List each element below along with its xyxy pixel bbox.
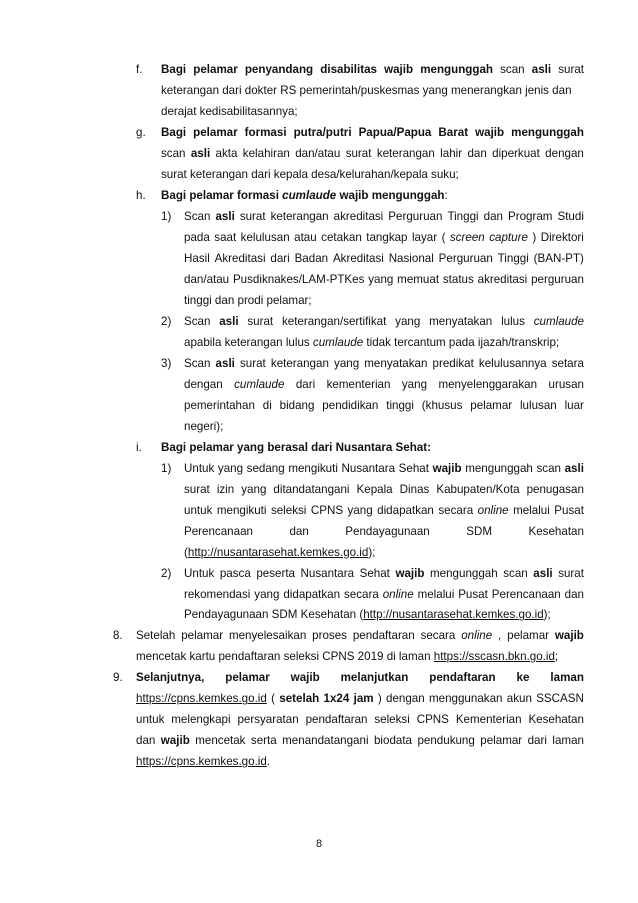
text-run: Kabupaten/Kota xyxy=(436,482,520,496)
text-run: ke xyxy=(516,671,530,685)
text-line xyxy=(0,754,638,780)
text-run: izin xyxy=(216,482,235,496)
text-run: seleksi xyxy=(374,713,410,727)
text-run: mengunggah xyxy=(465,461,533,475)
text-run: Scan xyxy=(184,356,211,370)
text-run: wajib xyxy=(432,461,462,475)
list-marker: i. xyxy=(136,440,142,454)
text-run: menyelenggarakan xyxy=(438,377,538,391)
text-run: derajat kedisabilitasannya; xyxy=(161,104,298,118)
text-run: scan xyxy=(536,461,561,475)
text-run: pelamar xyxy=(507,629,550,643)
text-run: Scan xyxy=(184,314,211,328)
text-run: Studi xyxy=(557,209,584,223)
text-run: wajib xyxy=(475,125,505,139)
text-run: ); xyxy=(543,608,551,622)
text-run: CPNS xyxy=(310,503,344,517)
text-run: scan xyxy=(500,63,525,76)
text-run: saat xyxy=(214,230,237,244)
text-run: diperkuat xyxy=(492,146,540,160)
line-text xyxy=(184,209,584,225)
line-text xyxy=(161,104,584,120)
text-run: di xyxy=(262,398,272,412)
text-run: disabilitas xyxy=(320,63,377,76)
text-run: pasca xyxy=(219,566,251,580)
list-marker: 9. xyxy=(113,671,123,685)
text-run: pendukung xyxy=(417,734,475,748)
text-run: Selanjutnya, xyxy=(136,671,205,685)
text-run: Perguruan xyxy=(388,209,443,223)
text-run: pemerintahan xyxy=(184,398,255,412)
text-run: yang xyxy=(254,587,280,601)
list-marker: 1) xyxy=(161,461,172,475)
line-text xyxy=(184,251,584,267)
page-number: 8 xyxy=(315,838,323,850)
text-run: screen xyxy=(449,230,485,244)
text-run: Pendayagunaan SDM Kesehatan ( xyxy=(184,608,364,622)
text-run: akta xyxy=(215,146,238,160)
text-run: cumlaude xyxy=(234,377,285,391)
text-run: akreditasi xyxy=(477,272,528,286)
text-run: dari xyxy=(527,734,547,748)
text-run: asli xyxy=(219,314,239,328)
list-marker: 1) xyxy=(161,209,172,223)
text-run: Bagi pelamar formasi xyxy=(161,188,283,202)
text-run: dan xyxy=(564,587,584,601)
line-text xyxy=(184,377,584,393)
text-run: Dinas xyxy=(399,482,430,496)
text-run: dan xyxy=(289,524,309,538)
text-run: melalui xyxy=(417,587,455,601)
text-run: dan/atau xyxy=(295,146,341,160)
text-run: pada xyxy=(184,230,210,244)
text-run: akun xyxy=(506,692,532,706)
text-run: wajib mengunggah xyxy=(336,188,445,202)
text-run: keterangan dari dokter RS pemerintah/puskesmas yang menerangkan jenis dan xyxy=(161,83,572,97)
text-run: predikat xyxy=(432,356,474,370)
text-run: layar xyxy=(411,230,438,244)
line-text xyxy=(184,398,584,414)
text-run: keterangan/sertifikat xyxy=(281,314,387,328)
line-text xyxy=(161,83,584,99)
text-run: online xyxy=(461,629,493,643)
text-run: pelamar xyxy=(193,125,238,139)
text-run: wajib xyxy=(160,734,190,748)
text-run: apabila keterangan lulus xyxy=(184,335,313,349)
text-run: untuk xyxy=(136,713,165,727)
list-marker: 2) xyxy=(161,314,172,328)
list-marker: g. xyxy=(136,125,146,139)
line-text xyxy=(136,733,584,749)
text-run: secara xyxy=(438,503,474,517)
text-run: formasi xyxy=(244,125,287,139)
text-run: yang xyxy=(368,272,394,286)
line-text xyxy=(184,482,584,498)
text-run: Kepala xyxy=(356,482,393,496)
text-run: tangkap xyxy=(366,230,408,244)
text-run: mengunggah xyxy=(511,125,584,139)
text-run: surat xyxy=(239,209,266,223)
line-text xyxy=(136,691,584,707)
url-link[interactable]: http://nusantarasehat.kemkes.go.id xyxy=(363,608,544,622)
text-run: didapatkan xyxy=(377,503,434,517)
text-run: asli xyxy=(531,63,552,76)
text-run: proses xyxy=(312,629,347,643)
text-run: wajib xyxy=(290,671,320,685)
text-run: urusan xyxy=(548,377,584,391)
text-run: melengkapi xyxy=(171,713,231,727)
text-run: pendidikan xyxy=(322,398,379,412)
text-run: : xyxy=(444,188,448,202)
text-run: scan xyxy=(161,146,186,160)
text-run: secara xyxy=(420,629,456,643)
text-run: , xyxy=(498,629,502,643)
text-run: Pusat xyxy=(554,503,584,517)
text-run: dan xyxy=(467,146,487,160)
line-text xyxy=(184,607,584,623)
text-run: Nusantara xyxy=(341,461,396,475)
text-run: Kesehatan xyxy=(528,713,584,727)
text-run: dengan xyxy=(545,146,584,160)
text-run: Hasil xyxy=(184,251,210,265)
text-run: (khusus xyxy=(421,398,463,412)
url-link[interactable]: https://sscasn.bkn.go.id xyxy=(433,650,555,664)
list-marker: 8. xyxy=(113,629,123,643)
text-run: 1x24 xyxy=(323,692,350,706)
text-run: menggunakan xyxy=(428,692,503,706)
url-link[interactable]: http://nusantarasehat.kemkes.go.id xyxy=(187,545,369,559)
list-marker: 3) xyxy=(161,356,172,370)
line-text xyxy=(161,146,584,162)
text-run: Tinggi xyxy=(497,251,529,265)
text-run: mengikuti xyxy=(288,461,338,475)
text-run: serta xyxy=(250,734,277,748)
text-run: Perencanaan xyxy=(491,587,561,601)
text-run: lulusan xyxy=(519,398,557,412)
text-run: tidak tercantum pada ijazah/transkrip; xyxy=(363,335,560,349)
text-run: wajib xyxy=(554,629,584,643)
line-text xyxy=(136,670,584,686)
text-run: Scan xyxy=(184,209,211,223)
text-run: yang xyxy=(347,503,373,517)
text-run: persyaratan xyxy=(237,713,299,727)
list-marker: h. xyxy=(136,188,146,202)
text-run: asli xyxy=(190,146,211,160)
text-run: yang xyxy=(217,461,244,475)
text-run: secara xyxy=(343,587,379,601)
text-run: keterangan xyxy=(376,146,435,160)
text-run: ; xyxy=(554,650,559,664)
text-run: online xyxy=(382,587,414,601)
text-run: mencetak kartu pendaftaran seleksi CPNS 2019 di laman xyxy=(136,650,434,664)
text-run: online xyxy=(477,503,509,517)
line-text xyxy=(161,62,584,78)
text-run: mengunggah xyxy=(430,566,498,580)
text-run: Nusantara xyxy=(300,566,355,580)
text-run: surat keterangan dari kepala desa/kelurahan/kepala suku; xyxy=(161,167,459,181)
text-run: bidang xyxy=(279,398,315,412)
text-run: ) xyxy=(532,230,537,244)
text-run: seleksi xyxy=(270,503,307,517)
text-run: Setelah xyxy=(136,629,176,643)
text-run: pelamar xyxy=(225,671,270,685)
line-text xyxy=(136,754,584,770)
text-run: Nasional xyxy=(388,251,434,265)
line-text xyxy=(136,628,584,644)
text-run: atau xyxy=(294,230,317,244)
text-run: Untuk xyxy=(184,566,215,580)
text-run: dan xyxy=(483,209,503,223)
text-run: yang xyxy=(401,377,428,391)
text-run: cumlaude xyxy=(533,314,584,328)
text-run: ( xyxy=(184,545,188,559)
text-run: Pendayagunaan xyxy=(345,524,430,538)
text-run: . xyxy=(266,755,271,769)
text-run: surat xyxy=(345,146,372,160)
text-run: untuk xyxy=(184,503,213,517)
text-run: Akreditasi xyxy=(214,251,266,265)
text-run: yang xyxy=(334,356,360,370)
text-run: dari xyxy=(295,377,316,391)
text-run: rekomendasi xyxy=(184,587,251,601)
text-run: capture xyxy=(489,230,528,244)
text-run: Kementerian xyxy=(455,713,522,727)
text-run: setara xyxy=(551,356,584,370)
text-run: Kesehatan xyxy=(528,524,584,538)
text-run: jam xyxy=(353,692,374,706)
text-run: surat xyxy=(558,63,584,76)
url-link[interactable]: https://cpns.kemkes.go.id xyxy=(136,692,267,706)
text-run: pendaftaran xyxy=(305,713,368,727)
text-run: didapatkan xyxy=(283,587,341,601)
line-text xyxy=(161,440,584,456)
line-text xyxy=(184,335,584,351)
text-run: melanjutkan xyxy=(340,671,409,685)
text-run: Akreditasi xyxy=(332,251,384,265)
text-run: Bagi pelamar yang berasal dari Nusantara Sehat: xyxy=(161,440,431,454)
line-text xyxy=(161,188,584,204)
text-run: surat xyxy=(184,482,210,496)
text-run: SDM xyxy=(466,524,493,538)
text-run: penugasan xyxy=(526,482,584,496)
text-run: akreditasi xyxy=(333,209,384,223)
line-text xyxy=(184,272,584,288)
text-run: mencetak xyxy=(195,734,246,748)
text-run: ditandatangani xyxy=(273,482,350,496)
text-run: ) xyxy=(377,692,382,706)
text-run: mengikuti xyxy=(216,503,267,517)
text-run: laman xyxy=(552,734,584,748)
text-run: Papua/Papua xyxy=(358,125,432,139)
text-run: surat xyxy=(247,314,274,328)
text-run: Bagi xyxy=(161,63,187,76)
text-run: CPNS xyxy=(416,713,449,727)
line-text xyxy=(136,712,584,728)
text-run: kelahiran xyxy=(242,146,290,160)
text-run: perguruan xyxy=(531,272,584,286)
text-run: putra/putri xyxy=(293,125,352,139)
text-run: Perguruan xyxy=(438,251,493,265)
text-run: wajib xyxy=(384,63,414,76)
text-run: dengan xyxy=(184,377,223,391)
text-run: Barat xyxy=(438,125,469,139)
line-text xyxy=(184,419,584,435)
text-run: cumlaude xyxy=(312,335,364,349)
text-run: negeri); xyxy=(184,419,224,433)
text-run: Tinggi xyxy=(447,209,479,223)
text-run: tinggi xyxy=(386,398,414,412)
text-run: dari xyxy=(270,251,290,265)
text-run: asli xyxy=(215,209,235,223)
line-text xyxy=(184,293,584,309)
text-run: Direktori xyxy=(540,230,584,244)
line-text xyxy=(184,545,584,561)
text-run: cumlaude xyxy=(282,188,337,202)
text-run: ); xyxy=(368,545,376,559)
text-run: laman xyxy=(550,671,584,685)
text-run: asli xyxy=(215,356,235,370)
text-run: menyatakan xyxy=(364,356,428,370)
text-run: menyelesaikan xyxy=(228,629,307,643)
text-run: sedang xyxy=(246,461,285,475)
text-run: menandatangani xyxy=(282,734,369,748)
line-text xyxy=(184,230,584,246)
line-text xyxy=(184,503,584,519)
text-run: yang xyxy=(241,482,267,496)
text-run: lulus xyxy=(501,314,525,328)
text-run: (BAN-PT) xyxy=(533,251,584,265)
line-text xyxy=(184,524,584,540)
text-run: lahir xyxy=(440,146,463,160)
text-run: peserta xyxy=(256,566,295,580)
text-run: surat xyxy=(558,566,584,580)
text-run: tinggi dan prodi pelamar; xyxy=(184,293,312,307)
text-run: kementerian xyxy=(326,377,391,391)
text-run: penyandang xyxy=(244,63,314,76)
text-run: dan/atau xyxy=(184,272,230,286)
text-run: ( xyxy=(441,230,446,244)
text-run: Bagi xyxy=(161,125,187,139)
text-run: Sehat xyxy=(398,461,429,475)
url-link[interactable]: https://cpns.kemkes.go.id xyxy=(136,755,267,769)
text-run: melalui xyxy=(513,503,550,517)
text-run: biodata xyxy=(373,734,413,748)
text-run: pendaftaran xyxy=(429,671,496,685)
line-text xyxy=(161,125,584,141)
text-run: Untuk xyxy=(184,461,215,475)
text-run: scan xyxy=(503,566,528,580)
text-run: Pusat xyxy=(458,587,488,601)
text-run: status xyxy=(442,272,474,286)
text-run: luar xyxy=(564,398,584,412)
text-run: Sehat xyxy=(359,566,390,580)
text-run: Badan xyxy=(294,251,329,265)
text-run: dengan xyxy=(386,692,425,706)
text-run: Program xyxy=(507,209,553,223)
text-run: wajib xyxy=(395,566,425,580)
text-run: kelulusan xyxy=(240,230,290,244)
text-run: Pusdiknakes/LAM-PTKes xyxy=(232,272,365,286)
line-text xyxy=(184,587,584,603)
text-run: pelamar xyxy=(181,629,224,643)
list-marker: 2) xyxy=(161,566,172,580)
text-run: pelamar xyxy=(470,398,513,412)
line-text xyxy=(184,314,584,330)
text-run: yang xyxy=(395,314,421,328)
text-run: ( xyxy=(271,692,275,706)
text-run: setelah xyxy=(279,692,320,706)
line-text xyxy=(136,649,584,665)
text-run: kelulusannya xyxy=(478,356,547,370)
list-marker: f. xyxy=(136,63,143,76)
text-run: Perencanaan xyxy=(184,524,253,538)
text-run: dan xyxy=(136,734,156,748)
text-run: pelamar xyxy=(193,63,238,76)
text-run: pelamar xyxy=(480,734,523,748)
text-run: mengunggah xyxy=(420,63,493,76)
text-run: surat xyxy=(240,356,266,370)
line-text xyxy=(161,167,584,183)
text-run: asli xyxy=(533,566,553,580)
text-run: SSCASN xyxy=(536,692,584,706)
line-text xyxy=(184,566,584,582)
text-run: cetakan xyxy=(321,230,362,244)
text-run: pendaftaran xyxy=(352,629,415,643)
text-run: menyatakan xyxy=(429,314,493,328)
line-text xyxy=(184,461,584,477)
text-run: memuat xyxy=(397,272,440,286)
text-run: keterangan xyxy=(270,209,329,223)
text-run: asli xyxy=(564,461,584,475)
line-text xyxy=(184,356,584,372)
text-run: keterangan xyxy=(270,356,329,370)
